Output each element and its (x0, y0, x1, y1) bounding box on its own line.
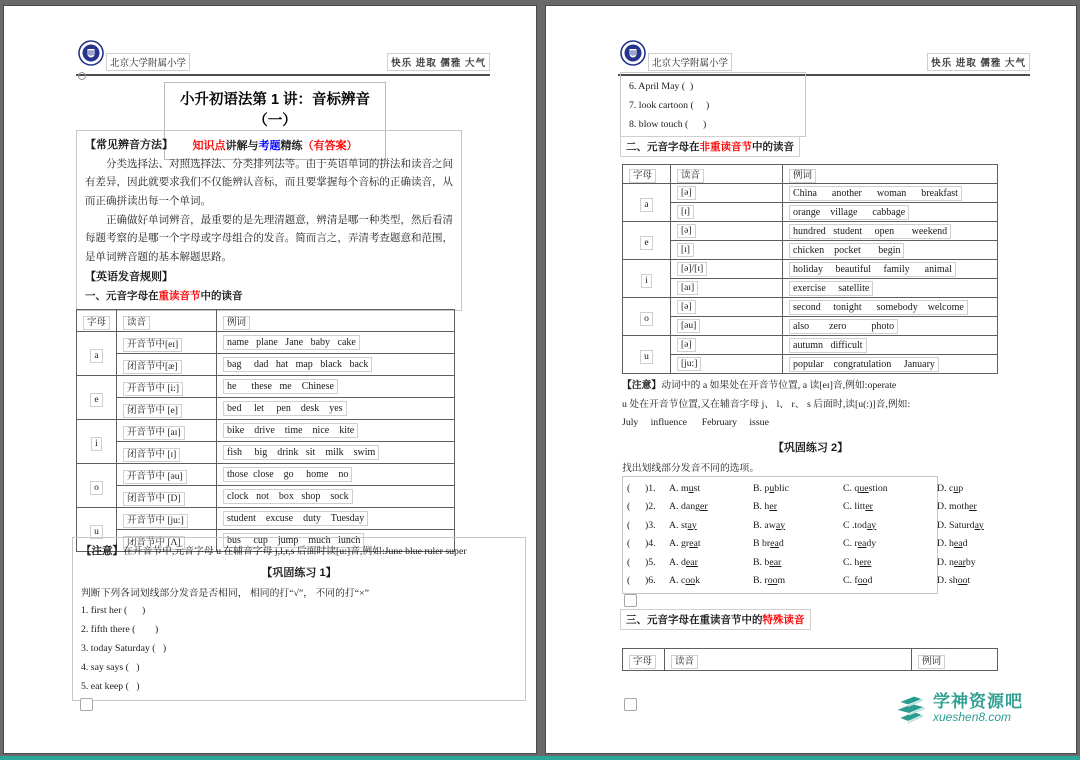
exercise2-number: ( )1. (627, 482, 656, 494)
exercise2-row (627, 535, 968, 554)
books-logo-icon (892, 693, 928, 732)
pronunciation-label: [əu] (677, 319, 700, 333)
exercise1-item: 7. look cartoon ( ) (629, 100, 710, 111)
example-words: name plane Jane baby cake (223, 335, 360, 350)
example-words: popular congratulation January (789, 357, 939, 372)
exercise2-row (627, 480, 964, 499)
pronunciation-label: [ə] (677, 186, 696, 200)
column-header: 读音 (671, 655, 698, 669)
pronunciation-cell (117, 332, 217, 354)
pronunciation-cell (117, 486, 217, 508)
example-words: also zero photo (789, 319, 898, 334)
pronunciation-cell (671, 355, 783, 374)
exercise1-instruction: 判断下列各词划线部分发音是否相同， 相同的打“√”， 不同的打“×” (81, 588, 369, 599)
school-motto: 快乐 进取 儒雅 大气 (387, 53, 490, 71)
example-words: bike drive time nice kite (223, 423, 358, 438)
example-words-cell (217, 442, 455, 464)
pronunciation-label: 闭音节中 [ɪ] (123, 448, 180, 462)
letter-cell (77, 420, 117, 464)
pronunciation-label: [ɪ] (677, 205, 694, 219)
table-row (623, 279, 998, 298)
letter-label: i (91, 437, 102, 451)
subtitle-part: 讲解与 (225, 140, 259, 152)
letter-cell (77, 376, 117, 420)
note-line: July influence February issue (622, 417, 769, 428)
letter-label: e (90, 393, 102, 407)
exercise2-option: B. away (753, 519, 786, 531)
note-line (622, 377, 999, 396)
empty-paragraph-box (80, 698, 93, 711)
exercise2-number: ( )5. (627, 556, 656, 568)
exercise1-item: 5. eat keep ( ) (81, 681, 140, 692)
table-row (623, 260, 998, 279)
exercise2-number: ( )2. (627, 501, 656, 512)
exercise2-number: ( )4. (627, 538, 656, 549)
subtitle-part: 知识点 (192, 140, 226, 152)
exercise2-number: ( )3. (627, 519, 656, 531)
section-3-heading (620, 609, 811, 630)
example-words: orange village cabbage (789, 205, 909, 220)
section-text: 中的读音 (752, 141, 794, 153)
example-words-cell (217, 464, 455, 486)
example-words: clock not box shop sock (223, 489, 353, 504)
pronunciation-label: 闭音节中[æ] (123, 360, 182, 374)
exercise1-items (81, 601, 517, 696)
table-row (623, 184, 998, 203)
anchor-marker-icon (78, 72, 86, 80)
example-words-cell (783, 184, 998, 203)
pronunciation-label: 开音节中 [i:] (123, 382, 183, 396)
exercise2-option: A. must (669, 482, 701, 494)
pronunciation-label: [ju:] (677, 357, 701, 371)
note2-exercise2-block (622, 377, 999, 594)
pronunciation-cell (671, 336, 783, 355)
table-header-row (623, 649, 998, 671)
table-row (623, 336, 998, 355)
exercise2-row (627, 554, 976, 573)
rules-heading: 【英语发音规则】 (85, 270, 173, 283)
example-words-cell (217, 486, 455, 508)
table-row (77, 420, 455, 442)
school-name: 北京大学附属小学 (648, 53, 732, 71)
exercise2-option: D. Saturday (937, 519, 984, 531)
watermark-name: 学神资源吧 (933, 692, 1023, 711)
exercise1-item: 1. first her ( ) (81, 605, 146, 616)
table-row (623, 241, 998, 260)
exercise2-option: B. public (753, 482, 789, 494)
example-words: hundred student open weekend (789, 224, 951, 239)
exercise2-title: 【巩固练习 2】 (772, 441, 849, 454)
column-header: 读音 (677, 169, 704, 183)
empty-paragraph-box (624, 594, 637, 607)
table-row (623, 317, 998, 336)
example-words: student excuse duty Tuesday (223, 511, 368, 526)
example-words: fish big drink sit milk swim (223, 445, 379, 460)
table-row (77, 354, 455, 376)
letter-cell (77, 332, 117, 376)
empty-paragraph-box (624, 698, 637, 711)
exercise1-items-continued (620, 72, 806, 137)
pronunciation-label: [ə] (677, 338, 696, 352)
special-pronunciation-table (622, 648, 998, 671)
note-line: u 处在开音节位置,又在辅音字母 j、 l、 r、 s 后面时,读[u(:)]音,例如: (622, 398, 911, 410)
pronunciation-cell (117, 464, 217, 486)
table-row (623, 298, 998, 317)
exercise2-option: D. mother (937, 501, 977, 512)
exercise2-option: D. head (937, 538, 968, 549)
pronunciation-cell (117, 420, 217, 442)
table-row (623, 355, 998, 374)
note-line (81, 543, 517, 558)
letter-cell (623, 260, 671, 298)
pronunciation-cell (671, 260, 783, 279)
pronunciation-cell (117, 376, 217, 398)
example-words: holiday beautiful family animal (789, 262, 956, 277)
pronunciation-cell (671, 279, 783, 298)
pronunciation-label: [ɪ] (677, 243, 694, 257)
column-header: 字母 (83, 316, 110, 330)
letter-cell (623, 184, 671, 222)
section-highlight: 重读音节 (158, 290, 201, 303)
table-row (77, 508, 455, 530)
letter-label: o (640, 312, 653, 326)
example-words-cell (783, 317, 998, 336)
letter-cell (77, 464, 117, 508)
header-cell (665, 649, 912, 671)
school-logo-icon (78, 40, 104, 71)
example-words-cell (217, 376, 455, 398)
table-row (77, 398, 455, 420)
letter-cell (623, 336, 671, 374)
pronunciation-cell (671, 298, 783, 317)
letter-label: a (640, 198, 652, 212)
header-cell (623, 649, 665, 671)
subtitle-part: 精练 (280, 140, 303, 152)
pronunciation-cell (671, 222, 783, 241)
pronunciation-cell (671, 184, 783, 203)
exercise2-option: C. food (843, 575, 873, 586)
header-cell (217, 310, 455, 332)
pronunciation-label: 开音节中 [əu] (123, 470, 187, 484)
exercise2-number: ( )6. (627, 575, 656, 586)
example-words-cell (783, 336, 998, 355)
exercise2-option: A. stay (669, 519, 697, 531)
section-highlight: 特殊读音 (762, 614, 805, 626)
table-row (77, 332, 455, 354)
section-highlight: 非重读音节 (699, 141, 752, 153)
exercise2-option: C. litter (843, 501, 873, 512)
page-header (76, 46, 490, 76)
example-words-cell (783, 222, 998, 241)
example-words-cell (217, 354, 455, 376)
letter-label: u (640, 350, 653, 364)
pronunciation-label: 闭音节中 [e] (123, 404, 182, 418)
exercise1-item: 4. say says ( ) (81, 662, 140, 673)
exercise2-option: D. shoot (937, 575, 971, 586)
exercise2-option: B bread (753, 538, 784, 549)
note-text: 在开音节中,元音字母 u 在辅音字母 j,l,r,s 后面时读[u:]音,例如:June blue ruler super (123, 546, 467, 557)
exercise2-row (627, 498, 977, 517)
exercise2-option: A. dear (669, 556, 698, 568)
example-words: exercise satellite (789, 281, 873, 296)
pronunciation-label: 开音节中 [ju:] (123, 514, 188, 528)
paragraph: 分类选择法、对照选择法、分类排列法等。由于英语单词的拼法和读音之间有差异，因此就要求我们不仅能辨认音标，而且要掌握每个音标的正确读音，从而正确拼读出每一个单词。 (85, 158, 453, 207)
header-cell (77, 310, 117, 332)
pronunciation-cell (671, 203, 783, 222)
column-header: 例词 (223, 316, 250, 330)
table-row (77, 464, 455, 486)
exercise2-option: B. room (753, 575, 786, 586)
letter-label: u (90, 525, 103, 539)
example-words: chicken pocket begin (789, 243, 904, 258)
column-header: 例词 (789, 169, 816, 183)
watermark-text (933, 693, 1023, 724)
exercise2-row (627, 572, 971, 591)
letter-cell (623, 222, 671, 260)
exercise2-option: D. cup (937, 482, 964, 494)
pronunciation-label: [ə]/[ɪ] (677, 262, 707, 276)
note-label: 【注意】 (622, 380, 662, 391)
table-row (623, 203, 998, 222)
letter-label: o (90, 481, 103, 495)
letter-label: e (640, 236, 652, 250)
school-logo-icon (620, 40, 646, 71)
example-words: he these me Chinese (223, 379, 338, 394)
example-words-cell (217, 508, 455, 530)
paragraph: 正确做好单词辨音，最重要的是先理清题意，辨清是哪一种类型，然后看清每题考察的是哪一个字母或字母组合的发音。简而言之，弄清考查题意和范围，是单词辨音题的基本解题思路。 (85, 214, 453, 264)
bottom-accent-bar (0, 756, 1080, 760)
header-cell (623, 165, 671, 184)
section-text: 中的读音 (200, 290, 243, 303)
school-motto: 快乐 进取 儒雅 大气 (927, 53, 1030, 71)
table-row (77, 442, 455, 464)
unstressed-syllable-table (622, 164, 998, 374)
example-words-cell (783, 298, 998, 317)
pronunciation-label: 开音节中 [aɪ] (123, 426, 185, 440)
exercise2-option: C. here (843, 556, 872, 568)
pronunciation-label: [ə] (677, 300, 696, 314)
method-section (76, 130, 462, 311)
pronunciation-cell (671, 317, 783, 336)
note-text: 动词中的 a 如果处在开音节位置, a 读[eɪ]音,例如:operate (661, 380, 897, 391)
letter-label: a (90, 349, 102, 363)
pronunciation-label: [ə] (677, 224, 696, 238)
column-header: 读音 (123, 316, 150, 330)
column-header: 例词 (918, 655, 945, 669)
exercise2-row (627, 517, 984, 536)
exercise1-item: 6. April May ( ) (629, 81, 694, 92)
exercise2-option: A. great (669, 538, 701, 549)
page-1[interactable] (4, 6, 536, 753)
exercise1-item: 3. today Saturday ( ) (81, 643, 167, 654)
example-words-cell (783, 203, 998, 222)
exercise2-option: C. question (843, 482, 888, 494)
example-words-cell (217, 420, 455, 442)
school-name: 北京大学附属小学 (106, 53, 190, 71)
subtitle-part: 考题 (258, 140, 281, 152)
watermark (892, 693, 1023, 732)
section-text: 三、元音字母在重读音节中的 (626, 614, 763, 626)
section-2-heading (620, 136, 800, 157)
column-header: 字母 (629, 169, 656, 183)
section-text: 一、元音字母在 (85, 290, 159, 303)
note-label: 【注意】 (81, 545, 123, 557)
table-row (77, 376, 455, 398)
watermark-site: xueshen8.com (933, 710, 1012, 724)
page-2[interactable] (546, 6, 1076, 753)
letter-label: i (641, 274, 652, 288)
example-words-cell (217, 398, 455, 420)
exercise2-option: A. danger (669, 501, 708, 512)
exercise2-option: A. cook (669, 575, 701, 586)
exercise2-option: B. bear (753, 556, 782, 568)
doc-title: 小升初语法第 1 讲：音标辨音（一） (179, 92, 371, 129)
example-words: bus cup jump much lunch (223, 533, 364, 548)
subtitle-part: （有答案） (302, 140, 358, 152)
example-words-cell (783, 355, 998, 374)
exercise1-title: 【巩固练习 1】 (261, 567, 337, 579)
exercise2-instruction: 找出划线部分发音不同的选项。 (622, 462, 760, 474)
header-cell (912, 649, 998, 671)
example-words-cell (217, 332, 455, 354)
example-words-cell (783, 260, 998, 279)
pronunciation-label: 开音节中[eɪ] (123, 338, 182, 352)
example-words-cell (783, 241, 998, 260)
example-words: autumn difficult (789, 338, 867, 353)
column-header: 字母 (629, 655, 656, 669)
pronunciation-cell (117, 508, 217, 530)
pronunciation-label: 闭音节中 [Λ] (123, 536, 185, 550)
exercise2-option: B. her (753, 501, 777, 512)
exercise1-item: 2. fifth there ( ) (81, 624, 159, 635)
example-words: second tonight somebody welcome (789, 300, 968, 315)
section-text: 二、元音字母在 (626, 141, 700, 153)
example-words-cell (783, 279, 998, 298)
note-exercise1-box (72, 537, 526, 701)
table-row (77, 486, 455, 508)
exercise2-option: C. ready (843, 538, 877, 549)
stressed-syllable-table (76, 309, 455, 552)
header-cell (671, 165, 783, 184)
pronunciation-label: 闭音节中 [D] (123, 492, 185, 506)
exercise2-option: D. nearby (937, 556, 976, 568)
section-1-heading (85, 287, 453, 306)
method-heading: 【常见辨音方法】 (85, 139, 173, 151)
pronunciation-cell (117, 354, 217, 376)
header-cell (117, 310, 217, 332)
example-words: bag dad hat map black back (223, 357, 372, 372)
example-words: bed let pen desk yes (223, 401, 347, 416)
example-words: those close go home no (223, 467, 352, 482)
exercise2-option: C .today (843, 519, 877, 531)
pronunciation-cell (117, 398, 217, 420)
pronunciation-cell (117, 442, 217, 464)
table-header-row (77, 310, 455, 332)
table-header-row (623, 165, 998, 184)
letter-cell (623, 298, 671, 336)
pronunciation-cell (671, 241, 783, 260)
exercise2-options (622, 476, 984, 594)
exercise1-item: 8. blow touch ( ) (629, 119, 707, 130)
table-row (623, 222, 998, 241)
example-words: China another woman breakfast (789, 186, 962, 201)
header-cell (783, 165, 998, 184)
pronunciation-label: [aɪ] (677, 281, 698, 295)
